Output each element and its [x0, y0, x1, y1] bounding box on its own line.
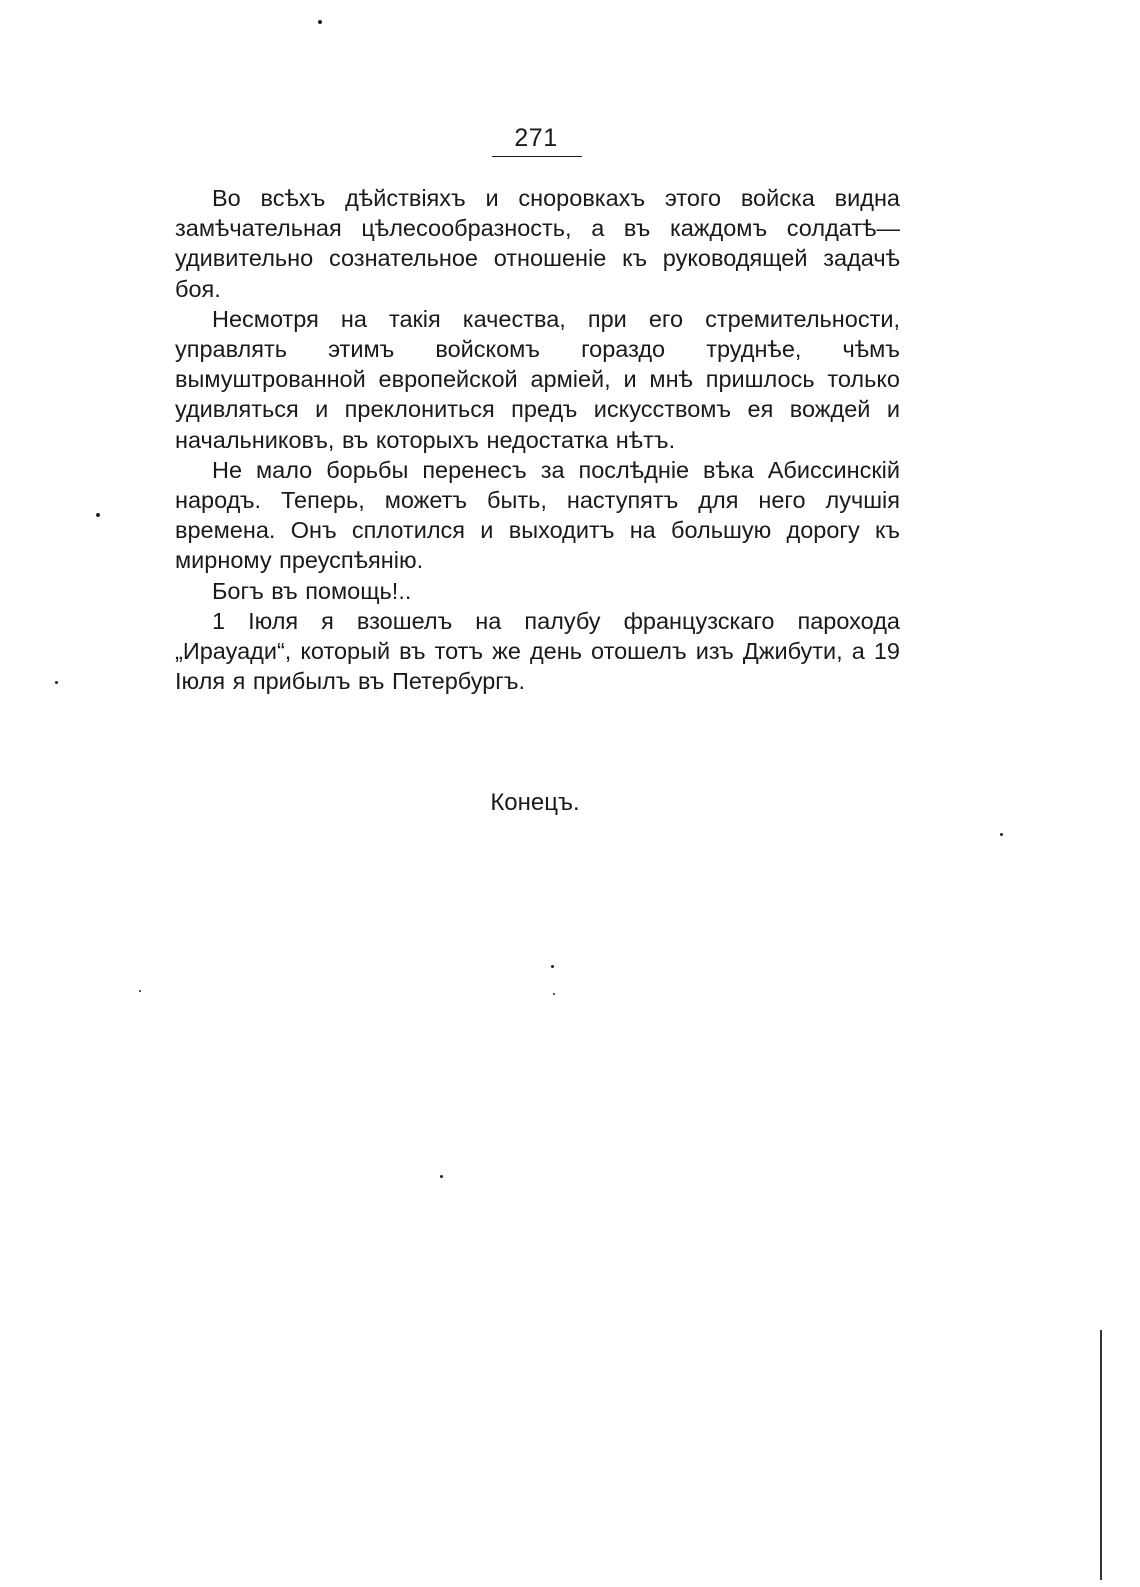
scan-speck — [318, 20, 322, 24]
paragraph: 1 Іюля я взошелъ на палубу французскаго парохода „Ирауади“, который въ тотъ же день отошелъ изъ Джибути, а 19 Іюля я прибылъ въ Петербургъ. — [175, 607, 900, 695]
paragraph: Богъ въ помощь!.. — [212, 577, 412, 604]
ending-title: Конецъ. — [490, 789, 580, 816]
scan-margin-line — [1100, 1330, 1102, 1580]
page-number-rule — [492, 156, 582, 157]
scan-speck — [551, 965, 554, 968]
scan-speck — [55, 681, 58, 684]
scan-speck — [553, 993, 555, 995]
paragraph: Несмотря на такія качества, при его стремительности, управлять этимъ войскомъ гораздо труднѣе, чѣмъ вымуштрованной европейской арміей, и мнѣ пришлось только удивляться и преклониться предъ искусствомъ ея вождей и начальниковъ, въ которыхъ недостатка нѣтъ. — [175, 305, 900, 453]
page-number: 271 — [514, 124, 558, 152]
scan-speck — [96, 513, 100, 517]
paragraph: Не мало борьбы перенесъ за послѣдніе вѣка Абиссинскій народъ. Теперь, можетъ быть, наступятъ для него лучшія времена. Онъ сплотился и выходитъ на большую дорогу къ мирному преуспѣянію. — [175, 456, 900, 574]
scan-speck — [1000, 833, 1003, 836]
body-text — [175, 183, 900, 696]
scan-speck — [139, 990, 141, 992]
scan-speck — [440, 1175, 443, 1178]
paragraph: Во всѣхъ дѣйствіяхъ и сноровкахъ этого войска видна замѣчательная цѣлесообразность, а въ каждомъ солдатѣ—удивительно сознательное отношеніе къ руководящей задачѣ боя. — [175, 185, 900, 302]
